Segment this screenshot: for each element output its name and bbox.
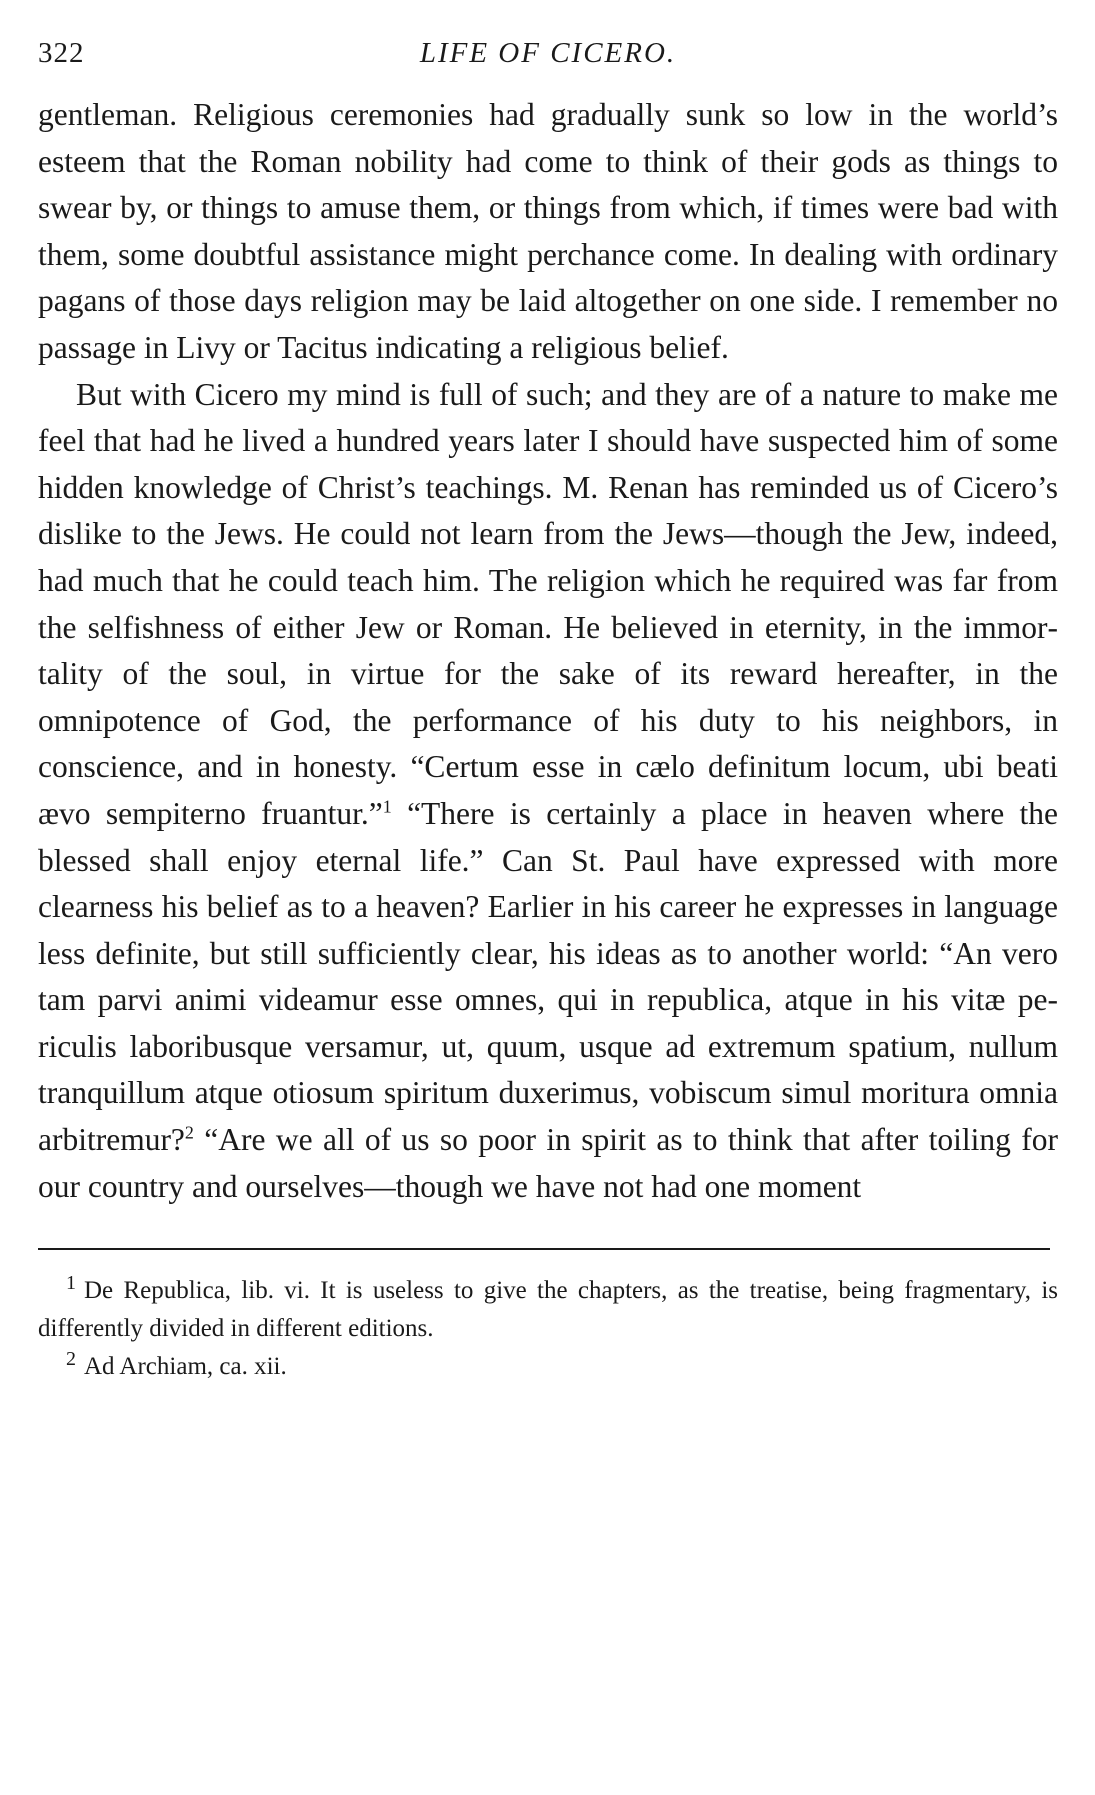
footnote	[38, 1348, 1058, 1386]
paragraph-continued: gentleman. Religious ceremonies had gradually sunk so low in the world’s esteem that the Roman nobility had come to think of their gods as things to swear by, or things to amuse them, or things from which, if times were bad with them, some doubtful assistance might perchance come. In dealing with ordinary pagans of those days religion may be laid altogether on one side. I remember no passage in Livy or Tacitus indicating a religious belief.	[38, 97, 1058, 365]
page-number: 322	[38, 37, 85, 69]
paragraph-text: “Are we all of us so poor in spirit as to think that after toiling for our country and ourselves—though we have not had one moment	[38, 1122, 1058, 1204]
footnote-text: De Republica, lib. vi. It is useless to give the chapters, as the treatise, being fragmentary, is differently divided in different editions.	[38, 1277, 1058, 1343]
paragraph-text: But with Cicero my mind is full of such; and they are of a nature to make me feel that had he lived a hundred years later I should have suspected him of some hidden knowledge of Christ’s teachings. M. Renan has reminded us of Cicero’s dislike to the Jews. He could not learn from the Jews—though the Jew, indeed, had much that he could teach him. The religion which he required was far from the selfishness of either Jew or Roman. He believed in eternity, in the immortality of the soul, in virtue for the sake of its reward hereafter, in the omnipotence of God, the performance of his duty to his neighbors, in conscience, and in honesty. “Certum esse in cælo definitum locum, ubi beati ævo sempiterno fruantur.”	[38, 376, 1058, 831]
running-title: LIFE OF CICERO.	[419, 37, 677, 69]
footnote-ref: 1	[382, 796, 392, 817]
footnote-mark: 1	[66, 1271, 76, 1294]
footnote-mark: 2	[66, 1347, 76, 1370]
running-head	[38, 28, 1058, 78]
book-page	[38, 28, 1058, 1386]
paragraph	[38, 372, 1058, 1211]
body-text	[38, 92, 1058, 1210]
paragraph-text: “There is certainly a place in heaven where the blessed shall enjoy eternal life.” Can St. Paul have expressed with more clearness his belief as to a heaven? Earlier in his career he expresses in language less definite, but still sufficiently clear, his ideas as to another world: “An vero tam parvi animi videamur esse omnes, qui in republica, atque in his vitæ periculis laboribusque versamur, ut, quum, usque ad extremum spatium, nullum tranquillum atque otiosum spiritum duxerimus, vobiscum simul moritura omnia arbitremur?	[38, 795, 1058, 1158]
footnote-text: Ad Archiam, ca. xii.	[84, 1353, 287, 1381]
footnotes	[38, 1272, 1058, 1386]
footnote-ref: 2	[184, 1122, 194, 1143]
footnote-divider	[38, 1248, 1050, 1250]
footnote	[38, 1272, 1058, 1348]
